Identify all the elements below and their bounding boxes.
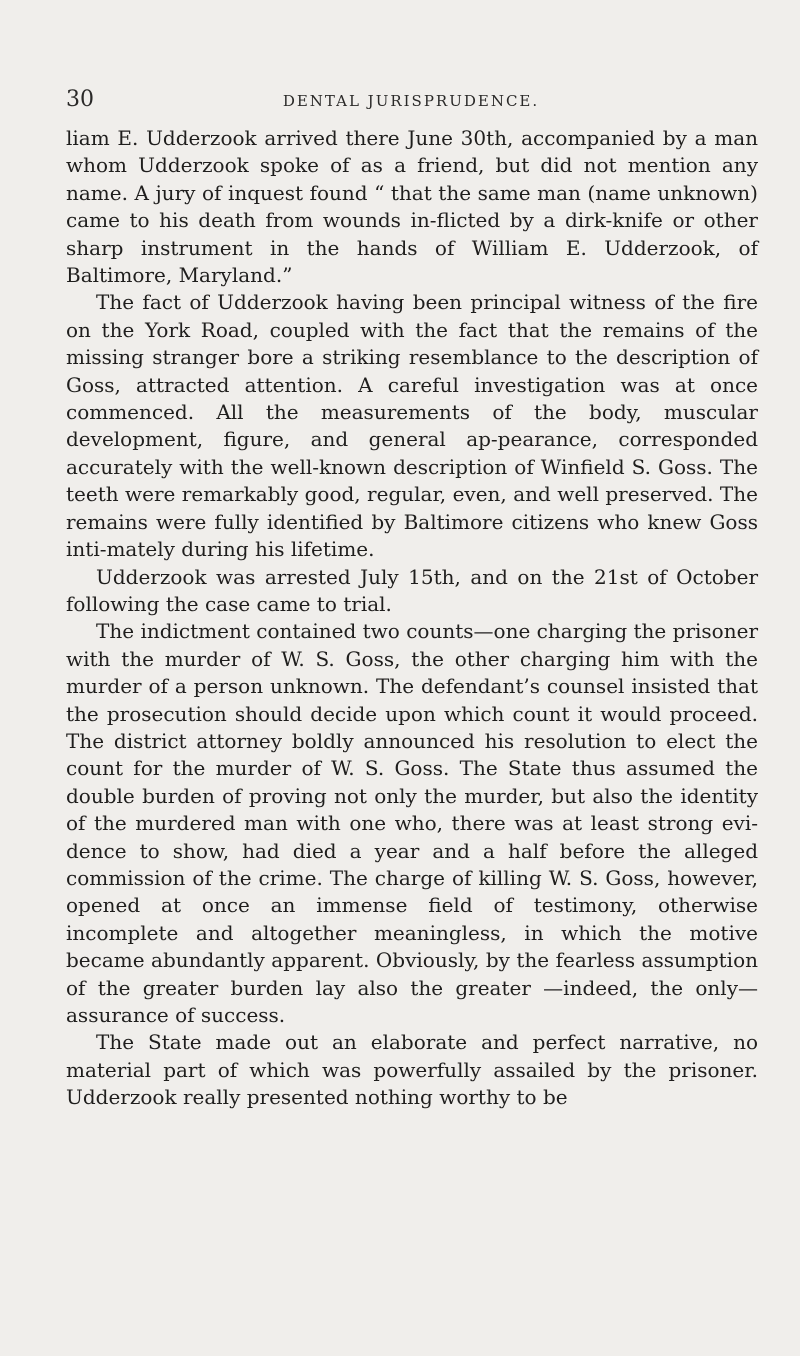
paragraph: Udderzook was arrested July 15th, and on the 21st of October following the case came to trial.	[66, 564, 758, 616]
running-head: DENTAL JURISPRUDENCE.	[282, 92, 540, 110]
paragraph-continued: liam E. Udderzook arrived there June 30th, accompanied by a man whom Udderzook spoke of as a friend, but did not mention any name. A jury of inquest found “ that the same man (name unknown) came to his death from wounds in-flicted by a dirk-knife or other sharp instrument in the hands of William E. Udderzook, of Baltimore, Maryland.”	[66, 126, 758, 288]
paragraph: The indictment contained two counts—one charging the prisoner with the murder of W. S. Goss, the other charging him with the murder of a person unknown. The defendant’s counsel insisted that the prosecution should decide upon which count it would proceed. The district attorney boldly announced his resolution to elect the count for the murder of W. S. Goss. The State thus assumed the double burden of proving not only the murder, but also the identity of the murdered man with one who, there was at least strong evi-dence to show, had died a year and a half before the alleged commission of the crime. The charge of killing W. S. Goss, however, opened at once an immense field of testimony, otherwise incomplete and altogether meaningless, in which the motive became abundantly apparent. Obviously, by the fearless assumption of the greater burden lay also the greater —indeed, the only—assurance of success.	[66, 619, 758, 1027]
page-number: 30	[66, 87, 94, 112]
page-header	[66, 88, 756, 112]
body-text	[66, 125, 758, 1112]
paragraph: The State made out an elaborate and perfect narrative, no material part of which was powerfully assailed by the prisoner. Udderzook really presented nothing worthy to be	[66, 1030, 758, 1110]
paragraph: The fact of Udderzook having been principal witness of the fire on the York Road, coupled with the fact that the remains of the missing stranger bore a striking resemblance to the description of Goss, attracted attention. A careful investigation was at once commenced. All the measurements of the body, muscular development, figure, and general ap-pearance, corresponded accurately with the well-known description of Winfield S. Goss. The teeth were remarkably good, regular, even, and well preserved. The remains were fully identified by Baltimore citizens who knew Goss inti-mately during his lifetime.	[66, 290, 758, 562]
